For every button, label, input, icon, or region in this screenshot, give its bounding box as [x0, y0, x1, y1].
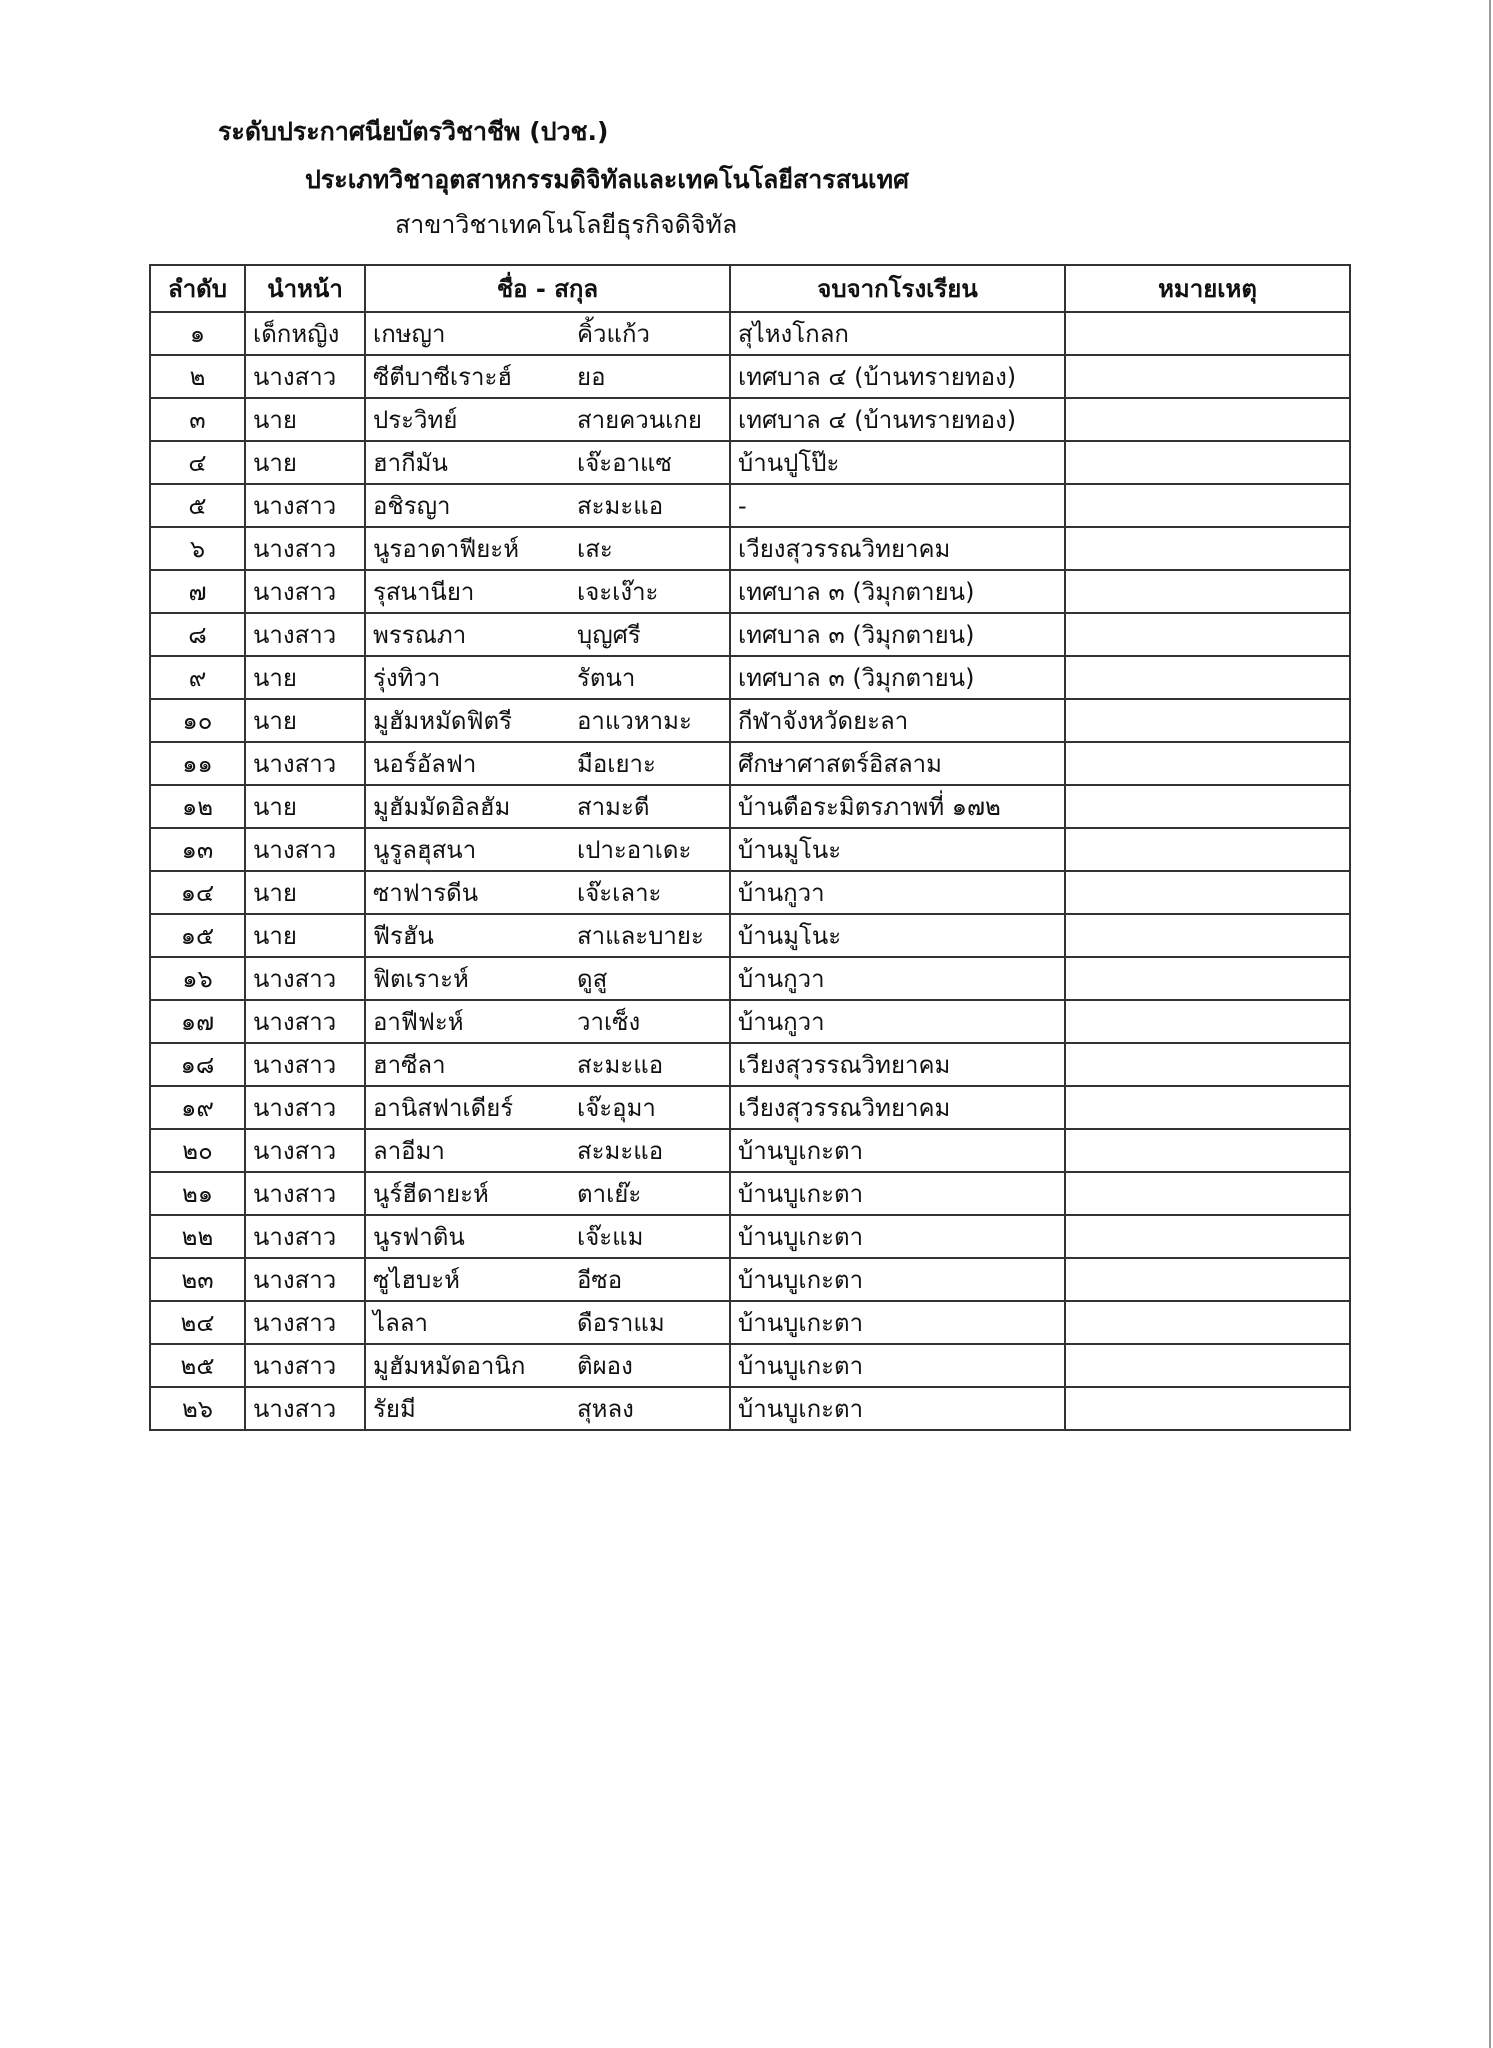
cell-prefix: นางสาว: [245, 1086, 365, 1129]
cell-prefix: นางสาว: [245, 355, 365, 398]
cell-school: เทศบาล ๓ (วิมุกตายน): [730, 613, 1065, 656]
table-row: [150, 742, 1350, 785]
heading-program: สาขาวิชาเทคโนโลยีธุรกิจดิจิทัล: [395, 210, 738, 239]
cell-school: บ้านมูโนะ: [730, 828, 1065, 871]
cell-school: บ้านบูเกะตา: [730, 1172, 1065, 1215]
cell-prefix: นาย: [245, 914, 365, 957]
table-row: [150, 1387, 1350, 1430]
header-no: ลำดับ: [150, 265, 245, 312]
table-row: [150, 1129, 1350, 1172]
cell-first-name: อาฟีฟะห์: [365, 1000, 570, 1043]
cell-no: ๑๔: [150, 871, 245, 914]
cell-first-name: มูฮัมมัดอิลฮัม: [365, 785, 570, 828]
cell-no: ๒: [150, 355, 245, 398]
cell-first-name: เกษญา: [365, 312, 570, 355]
table-row: [150, 312, 1350, 355]
cell-prefix: นางสาว: [245, 1172, 365, 1215]
header-name: ชื่อ - สกุล: [365, 265, 730, 312]
cell-last-name: สามะตี: [570, 785, 730, 828]
cell-no: ๑๖: [150, 957, 245, 1000]
cell-remark: [1065, 527, 1350, 570]
cell-first-name: มูฮัมหมัดอานิก: [365, 1344, 570, 1387]
cell-remark: [1065, 570, 1350, 613]
cell-school: -: [730, 484, 1065, 527]
cell-school: เทศบาล ๓ (วิมุกตายน): [730, 570, 1065, 613]
cell-last-name: ยอ: [570, 355, 730, 398]
cell-remark: [1065, 1129, 1350, 1172]
cell-last-name: ดือราแม: [570, 1301, 730, 1344]
cell-no: ๗: [150, 570, 245, 613]
cell-no: ๑๒: [150, 785, 245, 828]
cell-no: ๘: [150, 613, 245, 656]
cell-prefix: นางสาว: [245, 1129, 365, 1172]
cell-no: ๑๓: [150, 828, 245, 871]
cell-remark: [1065, 1258, 1350, 1301]
heading-category: ประเภทวิชาอุตสาหกรรมดิจิทัลและเทคโนโลยีสารสนเทศ: [305, 165, 909, 194]
table-row: [150, 1000, 1350, 1043]
table-row: [150, 828, 1350, 871]
table-row: [150, 914, 1350, 957]
cell-last-name: ติผอง: [570, 1344, 730, 1387]
cell-school: บ้านบูเกะตา: [730, 1258, 1065, 1301]
table-row: [150, 957, 1350, 1000]
cell-prefix: นาย: [245, 398, 365, 441]
table-row: [150, 398, 1350, 441]
table-row: [150, 785, 1350, 828]
scan-edge-line: [1489, 0, 1491, 2048]
cell-first-name: มูฮัมหมัดฟิตรี: [365, 699, 570, 742]
header-school: จบจากโรงเรียน: [730, 265, 1065, 312]
cell-prefix: นาย: [245, 785, 365, 828]
cell-prefix: นางสาว: [245, 1387, 365, 1430]
cell-last-name: เจ๊ะอาแซ: [570, 441, 730, 484]
cell-first-name: รุ่งทิวา: [365, 656, 570, 699]
cell-school: บ้านปูโป๊ะ: [730, 441, 1065, 484]
cell-school: บ้านตือระมิตรภาพที่ ๑๗๒: [730, 785, 1065, 828]
cell-prefix: นางสาว: [245, 1000, 365, 1043]
cell-no: ๑๐: [150, 699, 245, 742]
cell-no: ๑๕: [150, 914, 245, 957]
cell-first-name: อชิรญา: [365, 484, 570, 527]
cell-last-name: ดูสู: [570, 957, 730, 1000]
cell-first-name: ไลลา: [365, 1301, 570, 1344]
cell-prefix: นางสาว: [245, 742, 365, 785]
table-row: [150, 570, 1350, 613]
cell-first-name: ประวิทย์: [365, 398, 570, 441]
cell-no: ๙: [150, 656, 245, 699]
cell-prefix: นางสาว: [245, 1215, 365, 1258]
cell-no: ๕: [150, 484, 245, 527]
cell-prefix: นางสาว: [245, 1043, 365, 1086]
cell-last-name: สุหลง: [570, 1387, 730, 1430]
cell-first-name: นูรูลฮุสนา: [365, 828, 570, 871]
cell-last-name: อีซอ: [570, 1258, 730, 1301]
cell-prefix: นาย: [245, 656, 365, 699]
table-row: [150, 699, 1350, 742]
cell-first-name: ลาอีมา: [365, 1129, 570, 1172]
cell-remark: [1065, 484, 1350, 527]
cell-first-name: อานิสฟาเดียร์: [365, 1086, 570, 1129]
cell-remark: [1065, 1344, 1350, 1387]
cell-prefix: นาย: [245, 699, 365, 742]
cell-no: ๔: [150, 441, 245, 484]
table-row: [150, 1043, 1350, 1086]
cell-prefix: นางสาว: [245, 613, 365, 656]
cell-last-name: เจ๊ะเลาะ: [570, 871, 730, 914]
cell-school: บ้านบูเกะตา: [730, 1301, 1065, 1344]
cell-no: ๑๑: [150, 742, 245, 785]
cell-last-name: สะมะแอ: [570, 1129, 730, 1172]
cell-remark: [1065, 1086, 1350, 1129]
table-row: [150, 656, 1350, 699]
cell-prefix: นางสาว: [245, 527, 365, 570]
cell-school: บ้านบูเกะตา: [730, 1129, 1065, 1172]
cell-prefix: นางสาว: [245, 484, 365, 527]
cell-first-name: นอร์อัลฟา: [365, 742, 570, 785]
cell-last-name: รัตนา: [570, 656, 730, 699]
cell-school: เวียงสุวรรณวิทยาคม: [730, 1043, 1065, 1086]
cell-remark: [1065, 871, 1350, 914]
cell-school: เทศบาล ๔ (บ้านทรายทอง): [730, 398, 1065, 441]
cell-first-name: ฮากีมัน: [365, 441, 570, 484]
cell-no: ๖: [150, 527, 245, 570]
cell-remark: [1065, 1043, 1350, 1086]
cell-remark: [1065, 1387, 1350, 1430]
table-row: [150, 1172, 1350, 1215]
cell-last-name: เจ๊ะแม: [570, 1215, 730, 1258]
cell-no: ๓: [150, 398, 245, 441]
cell-remark: [1065, 656, 1350, 699]
cell-school: บ้านบูเกะตา: [730, 1344, 1065, 1387]
table-body: [150, 312, 1350, 1430]
cell-remark: [1065, 742, 1350, 785]
table-row: [150, 1258, 1350, 1301]
cell-remark: [1065, 785, 1350, 828]
cell-remark: [1065, 914, 1350, 957]
table-row: [150, 1086, 1350, 1129]
cell-remark: [1065, 613, 1350, 656]
cell-first-name: ฟิตเราะห์: [365, 957, 570, 1000]
cell-remark: [1065, 398, 1350, 441]
cell-last-name: เปาะอาเดะ: [570, 828, 730, 871]
cell-school: เวียงสุวรรณวิทยาคม: [730, 1086, 1065, 1129]
cell-school: บ้านมูโนะ: [730, 914, 1065, 957]
cell-school: เทศบาล ๓ (วิมุกตายน): [730, 656, 1065, 699]
cell-prefix: นาย: [245, 441, 365, 484]
cell-prefix: เด็กหญิง: [245, 312, 365, 355]
table-row: [150, 527, 1350, 570]
table-row: [150, 484, 1350, 527]
cell-remark: [1065, 1301, 1350, 1344]
cell-no: ๒๕: [150, 1344, 245, 1387]
cell-last-name: เจะเง๊าะ: [570, 570, 730, 613]
cell-no: ๑๘: [150, 1043, 245, 1086]
cell-first-name: นูรฟาติน: [365, 1215, 570, 1258]
table-row: [150, 441, 1350, 484]
cell-school: สุไหงโกลก: [730, 312, 1065, 355]
cell-last-name: คิ้วแก้ว: [570, 312, 730, 355]
cell-no: ๒๑: [150, 1172, 245, 1215]
cell-remark: [1065, 699, 1350, 742]
cell-school: บ้านกูวา: [730, 871, 1065, 914]
cell-no: ๒๓: [150, 1258, 245, 1301]
cell-first-name: นูร์ฮีดายะห์: [365, 1172, 570, 1215]
cell-last-name: มือเยาะ: [570, 742, 730, 785]
cell-no: ๑๙: [150, 1086, 245, 1129]
cell-last-name: บุญศรี: [570, 613, 730, 656]
cell-school: บ้านกูวา: [730, 957, 1065, 1000]
cell-first-name: ซีตีบาซีเราะฮ์: [365, 355, 570, 398]
cell-prefix: นาย: [245, 871, 365, 914]
cell-remark: [1065, 1215, 1350, 1258]
cell-remark: [1065, 957, 1350, 1000]
table-row: [150, 871, 1350, 914]
cell-remark: [1065, 1172, 1350, 1215]
cell-last-name: ตาเย๊ะ: [570, 1172, 730, 1215]
cell-no: ๒๒: [150, 1215, 245, 1258]
cell-first-name: ซาฟารดีน: [365, 871, 570, 914]
cell-last-name: เจ๊ะอุมา: [570, 1086, 730, 1129]
cell-remark: [1065, 828, 1350, 871]
cell-last-name: สะมะแอ: [570, 1043, 730, 1086]
header-prefix: นำหน้า: [245, 265, 365, 312]
cell-school: กีฬาจังหวัดยะลา: [730, 699, 1065, 742]
cell-school: บ้านบูเกะตา: [730, 1215, 1065, 1258]
cell-last-name: อาแวหามะ: [570, 699, 730, 742]
cell-last-name: สาและบายะ: [570, 914, 730, 957]
table-row: [150, 1344, 1350, 1387]
table-row: [150, 1215, 1350, 1258]
cell-prefix: นางสาว: [245, 1258, 365, 1301]
student-roster-table: [149, 264, 1351, 1431]
header-remark: หมายเหตุ: [1065, 265, 1350, 312]
cell-no: ๑๗: [150, 1000, 245, 1043]
cell-school: เวียงสุวรรณวิทยาคม: [730, 527, 1065, 570]
cell-prefix: นางสาว: [245, 570, 365, 613]
cell-prefix: นางสาว: [245, 1301, 365, 1344]
cell-remark: [1065, 441, 1350, 484]
cell-first-name: ฮาซีลา: [365, 1043, 570, 1086]
cell-last-name: สะมะแอ: [570, 484, 730, 527]
header-row: [150, 265, 1350, 312]
cell-no: ๑: [150, 312, 245, 355]
cell-no: ๒๖: [150, 1387, 245, 1430]
cell-school: บ้านกูวา: [730, 1000, 1065, 1043]
cell-last-name: วาเซ็ง: [570, 1000, 730, 1043]
cell-remark: [1065, 355, 1350, 398]
cell-prefix: นางสาว: [245, 957, 365, 1000]
cell-prefix: นางสาว: [245, 828, 365, 871]
cell-school: ศึกษาศาสตร์อิสลาม: [730, 742, 1065, 785]
cell-last-name: สายควนเกย: [570, 398, 730, 441]
cell-remark: [1065, 1000, 1350, 1043]
cell-first-name: พรรณภา: [365, 613, 570, 656]
cell-first-name: รัยมี: [365, 1387, 570, 1430]
cell-first-name: ฟีรฮัน: [365, 914, 570, 957]
cell-first-name: ซูไฮบะห์: [365, 1258, 570, 1301]
table-row: [150, 613, 1350, 656]
cell-first-name: รุสนานียา: [365, 570, 570, 613]
table-header: [150, 265, 1350, 312]
heading-level: ระดับประกาศนียบัตรวิชาชีพ (ปวช.): [218, 117, 609, 146]
cell-school: บ้านบูเกะตา: [730, 1387, 1065, 1430]
cell-last-name: เสะ: [570, 527, 730, 570]
cell-prefix: นางสาว: [245, 1344, 365, 1387]
cell-remark: [1065, 312, 1350, 355]
table-row: [150, 1301, 1350, 1344]
cell-no: ๒๔: [150, 1301, 245, 1344]
cell-first-name: นูรอาดาฟียะห์: [365, 527, 570, 570]
table-row: [150, 355, 1350, 398]
cell-school: เทศบาล ๔ (บ้านทรายทอง): [730, 355, 1065, 398]
cell-no: ๒๐: [150, 1129, 245, 1172]
